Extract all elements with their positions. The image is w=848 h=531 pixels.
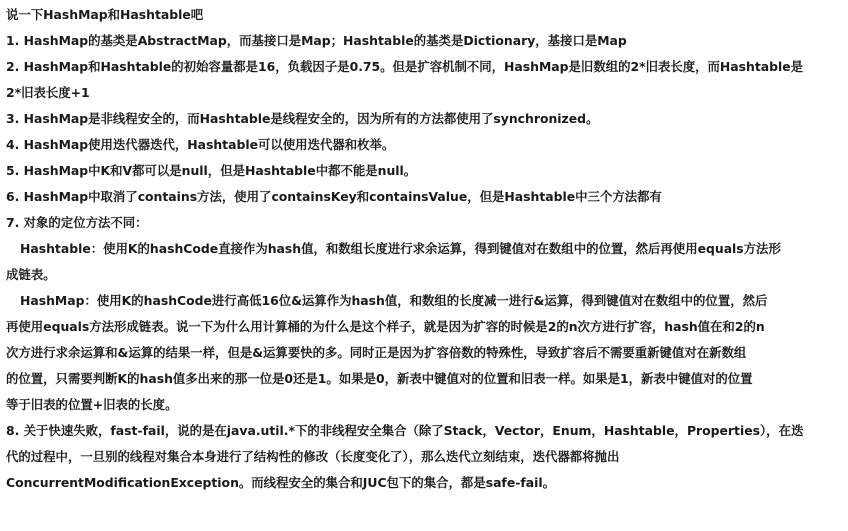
point-3-line: 3. HashMap是非线程安全的，而Hashtable是线程安全的，因为所有的方法都使用了synchronized。 (6, 111, 599, 126)
hashmap-locate-continuation-4: 等于旧表的位置+旧表的长度。 (6, 397, 178, 412)
point-1-line: 1. HashMap的基类是AbstractMap，而基接口是Map；Hashtable的基类是Dictionary，基接口是Map (6, 33, 627, 48)
point-2-line: 2. HashMap和Hashtable的初始容量都是16，负载因子是0.75。但是扩容机制不同，HashMap是旧数组的2*旧表长度，而Hashtable是 (6, 59, 804, 74)
point-6-line: 6. HashMap中取消了contains方法，使用了containsKey和containsValue，但是Hashtable中三个方法都有 (6, 189, 662, 204)
hashmap-locate-continuation-3: 的位置，只需要判断K的hash值多出来的那一位是0还是1。如果是0，新表中键值对的位置和旧表一样。如果是1，新表中键值对的位置 (6, 371, 753, 386)
point-2-continuation: 2*旧表长度+1 (6, 85, 90, 100)
point-4-line: 4. HashMap使用迭代器迭代，Hashtable可以使用迭代器和枚举。 (6, 137, 395, 152)
hashtable-locate-line: Hashtable：使用K的hashCode直接作为hash值，和数组长度进行求余运算，得到键值对在数组中的位置，然后再使用equals方法形 (20, 241, 781, 256)
point-8-line: 8. 关于快速失败，fast-fail，说的是在java.util.*下的非线程安全集合（除了Stack，Vector，Enum，Hashtable，Properties），在迭 (6, 423, 804, 438)
hashmap-locate-continuation-2: 次方进行求余运算和&运算的结果一样，但是&运算要快的多。同时正是因为扩容倍数的特殊性，导致扩容后不需要重新键值对在新数组 (6, 345, 747, 360)
hashtable-locate-continuation: 成链表。 (6, 267, 56, 282)
point-8-continuation-1: 代的过程中，一旦别的线程对集合本身进行了结构性的修改（长度变化了），那么迭代立刻结束，迭代器都将抛出 (6, 449, 620, 464)
hashmap-locate-line: HashMap：使用K的hashCode进行高低16位&运算作为hash值，和数组的长度减一进行&运算，得到键值对在数组中的位置，然后 (20, 293, 768, 308)
doc-title: 说一下HashMap和Hashtable吧 (6, 7, 204, 22)
point-5-line: 5. HashMap中K和V都可以是null，但是Hashtable中都不能是null。 (6, 163, 417, 178)
point-7-line: 7. 对象的定位方法不同： (6, 215, 148, 230)
point-8-continuation-2: ConcurrentModificationException。而线程安全的集合和JUC包下的集合，都是safe-fail。 (6, 475, 555, 490)
hashmap-locate-continuation-1: 再使用equals方法形成链表。说一下为什么用计算桶的为什么是这个样子，就是因为扩容的时候是2的n次方进行扩容，hash值在和2的n (6, 319, 765, 334)
